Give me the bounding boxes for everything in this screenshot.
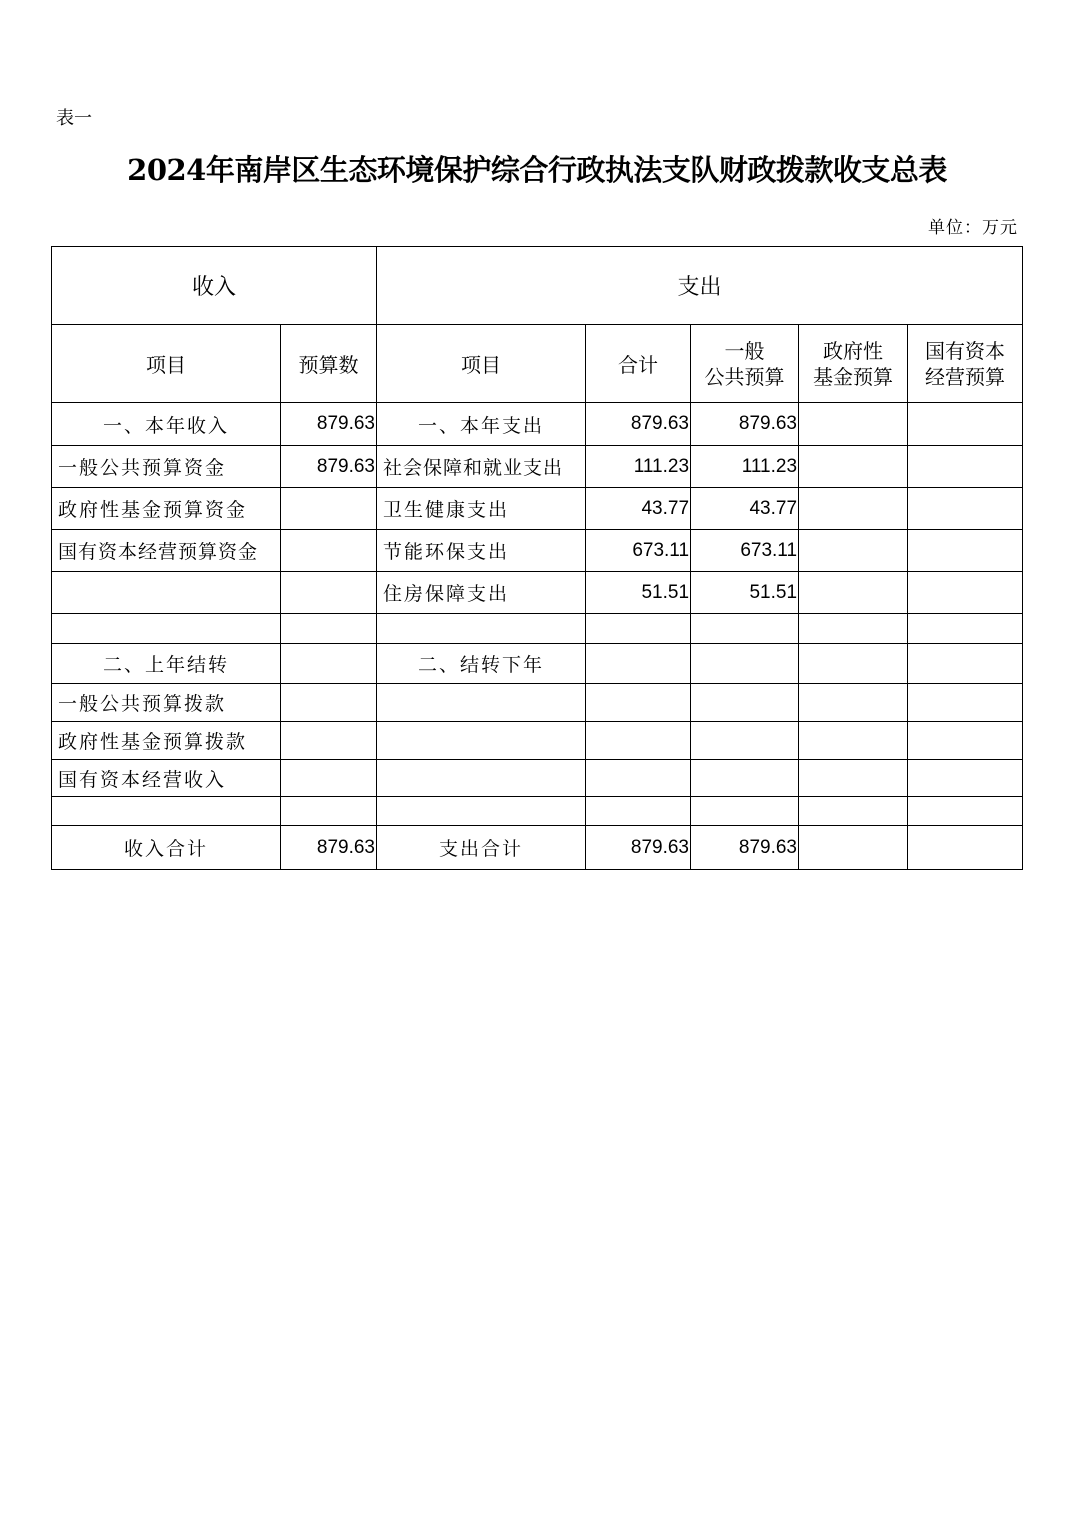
expense-fund xyxy=(799,530,908,572)
expense-state xyxy=(908,722,1023,760)
expense-general: 51.51 xyxy=(691,572,799,614)
expense-general: 879.63 xyxy=(691,826,799,870)
income-value: 879.63 xyxy=(281,446,377,488)
expense-total xyxy=(586,722,691,760)
expense-fund xyxy=(799,644,908,684)
total-header: 合计 xyxy=(586,325,691,403)
expense-total xyxy=(586,760,691,797)
income-value xyxy=(281,488,377,530)
expense-item-header: 项目 xyxy=(377,325,586,403)
table-row xyxy=(52,760,1023,797)
page-title: 2024年南岸区生态环境保护综合行政执法支队财政拨款收支总表 xyxy=(127,153,947,187)
expense-general: 43.77 xyxy=(691,488,799,530)
table-row xyxy=(52,644,1023,684)
income-value xyxy=(281,572,377,614)
expense-state xyxy=(908,446,1023,488)
expense-total xyxy=(586,684,691,722)
expense-item: 节能环保支出 xyxy=(377,530,586,572)
table-number: 表一 xyxy=(56,108,92,129)
income-item-header: 项目 xyxy=(52,325,281,403)
income-value xyxy=(281,644,377,684)
expense-state xyxy=(908,530,1023,572)
expense-fund xyxy=(799,488,908,530)
expense-state xyxy=(908,760,1023,797)
income-total-value: 879.63 xyxy=(281,826,377,870)
expense-state xyxy=(908,797,1023,826)
income-item: 国有资本经营预算资金 xyxy=(52,530,281,572)
expense-item xyxy=(377,614,586,644)
total-row xyxy=(52,826,1023,870)
unit-label: 单位：万元 xyxy=(928,218,1018,238)
expense-header: 支出 xyxy=(377,247,1023,325)
expense-fund xyxy=(799,797,908,826)
expense-general: 111.23 xyxy=(691,446,799,488)
budget-table xyxy=(51,246,1023,870)
income-item: 政府性基金预算资金 xyxy=(52,488,281,530)
expense-fund xyxy=(799,722,908,760)
income-item: 二、上年结转 xyxy=(52,644,281,684)
state-capital-header-line2: 经营预算 xyxy=(925,364,1006,389)
general-budget-header xyxy=(691,325,799,403)
expense-item: 社会保障和就业支出 xyxy=(377,446,586,488)
income-value xyxy=(281,760,377,797)
expense-general xyxy=(691,644,799,684)
expense-state xyxy=(908,684,1023,722)
income-item: 政府性基金预算拨款 xyxy=(52,722,281,760)
expense-total: 51.51 xyxy=(586,572,691,614)
expense-state xyxy=(908,403,1023,446)
expense-total xyxy=(586,644,691,684)
expense-total xyxy=(586,614,691,644)
expense-total: 879.63 xyxy=(586,403,691,446)
income-value xyxy=(281,530,377,572)
table-row xyxy=(52,722,1023,760)
income-value: 879.63 xyxy=(281,403,377,446)
expense-item: 卫生健康支出 xyxy=(377,488,586,530)
income-value xyxy=(281,684,377,722)
expense-state xyxy=(908,572,1023,614)
expense-general: 879.63 xyxy=(691,403,799,446)
header-row-sub xyxy=(52,325,1023,403)
expense-state xyxy=(908,488,1023,530)
header-row-main xyxy=(52,247,1023,325)
income-item xyxy=(52,572,281,614)
expense-general xyxy=(691,760,799,797)
expense-state xyxy=(908,826,1023,870)
expense-total xyxy=(586,797,691,826)
expense-total-label: 支出合计 xyxy=(377,826,586,870)
expense-state xyxy=(908,644,1023,684)
table-row xyxy=(52,797,1023,826)
expense-fund xyxy=(799,403,908,446)
general-budget-header-line1: 一般 xyxy=(724,338,765,363)
income-value xyxy=(281,722,377,760)
expense-item: 二、结转下年 xyxy=(377,644,586,684)
expense-fund xyxy=(799,614,908,644)
income-total-label: 收入合计 xyxy=(52,826,281,870)
income-item xyxy=(52,797,281,826)
expense-item xyxy=(377,760,586,797)
expense-item xyxy=(377,722,586,760)
income-header: 收入 xyxy=(52,247,377,325)
table-row xyxy=(52,530,1023,572)
table-row xyxy=(52,403,1023,446)
expense-fund xyxy=(799,760,908,797)
income-value xyxy=(281,614,377,644)
expense-fund xyxy=(799,572,908,614)
income-value xyxy=(281,797,377,826)
expense-general xyxy=(691,797,799,826)
income-item: 一般公共预算拨款 xyxy=(52,684,281,722)
expense-item: 住房保障支出 xyxy=(377,572,586,614)
expense-item xyxy=(377,797,586,826)
table-row xyxy=(52,684,1023,722)
expense-general xyxy=(691,722,799,760)
expense-fund xyxy=(799,446,908,488)
state-capital-header xyxy=(908,325,1023,403)
table-row xyxy=(52,446,1023,488)
income-item: 国有资本经营收入 xyxy=(52,760,281,797)
expense-total: 673.11 xyxy=(586,530,691,572)
fund-budget-header-line2: 基金预算 xyxy=(813,364,894,389)
table-row xyxy=(52,488,1023,530)
fund-budget-header-line1: 政府性 xyxy=(823,338,884,363)
expense-state xyxy=(908,614,1023,644)
state-capital-header-line1: 国有资本 xyxy=(925,338,1006,363)
general-budget-header-line2: 公共预算 xyxy=(704,364,785,389)
expense-total: 111.23 xyxy=(586,446,691,488)
expense-total: 43.77 xyxy=(586,488,691,530)
fund-budget-header xyxy=(799,325,908,403)
expense-fund xyxy=(799,826,908,870)
income-item: 一、本年收入 xyxy=(52,403,281,446)
income-item: 一般公共预算资金 xyxy=(52,446,281,488)
table-row xyxy=(52,572,1023,614)
expense-fund xyxy=(799,684,908,722)
expense-item xyxy=(377,684,586,722)
expense-total: 879.63 xyxy=(586,826,691,870)
expense-general xyxy=(691,684,799,722)
table-row xyxy=(52,614,1023,644)
income-item xyxy=(52,614,281,644)
expense-item: 一、本年支出 xyxy=(377,403,586,446)
expense-general: 673.11 xyxy=(691,530,799,572)
expense-general xyxy=(691,614,799,644)
budget-header: 预算数 xyxy=(281,325,377,403)
